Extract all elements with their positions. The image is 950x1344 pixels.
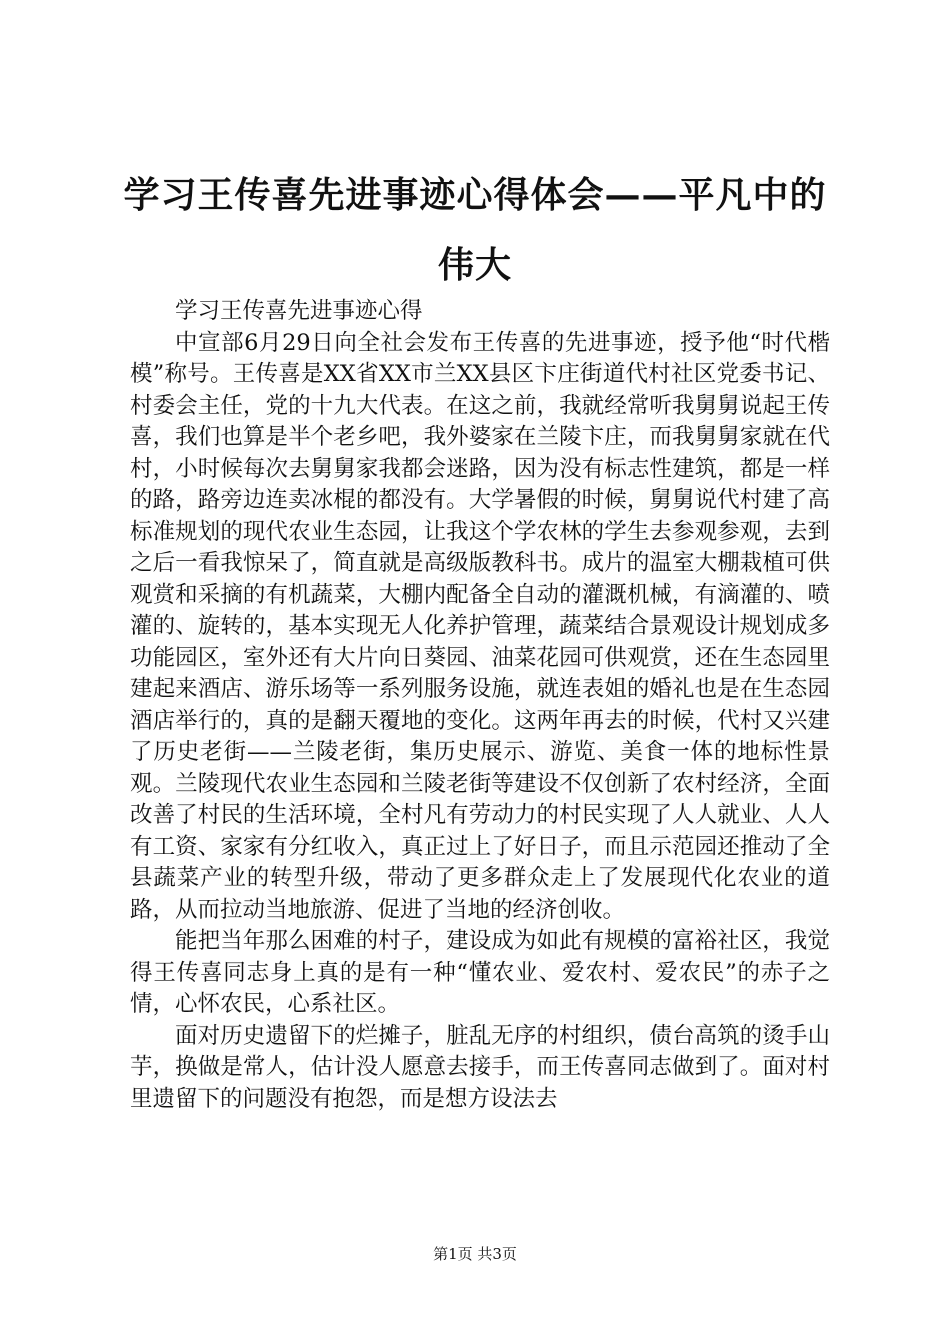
document-body [130,296,830,1115]
body-paragraph-1: 中宣部6月29日向全社会发布王传喜的先进事迹，授予他“时代楷模”称号。王传喜是XX省XX市兰XX县区卞庄街道代村社区党委书记、村委会主任，党的十九大代表。在这之前，我就经常听我舅舅说起王传喜，我们也算是半个老乡吧，我外婆家在兰陵卞庄，而我舅舅家就在代村，小时候每次去舅舅家我都会迷路，因为没有标志性建筑，都是一样的路，路旁边连卖冰棍的都没有。大学暑假的时候，舅舅说代村建了高标准规划的现代农业生态园，让我这个学农林的学生去参观参观，去到之后一看我惊呆了，简直就是高级版教科书。成片的温室大棚栽植可供观赏和采摘的有机蔬菜，大棚内配备全自动的灌溉机械，有滴灌的、喷灌的、旋转的，基本实现无人化养护管理，蔬菜结合景观设计规划成多功能园区，室外还有大片向日葵园、油菜花园可供观赏，还在生态园里建起来酒店、游乐场等一系列服务设施，就连表姐的婚礼也是在生态园酒店举行的，真的是翻天覆地的变化。这两年再去的时候，代村又兴建了历史老街——兰陵老街，集历史展示、游览、美食一体的地标性景观。兰陵现代农业生态园和兰陵老街等建设不仅创新了农村经济，全面改善了村民的生活环境，全村凡有劳动力的村民实现了人人就业、人人有工资、家家有分红收入，真正过上了好日子，而且示范园还推动了全县蔬菜产业的转型升级，带动了更多群众走上了发展现代化农业的道路，从而拉动当地旅游、促进了当地的经济创收。 [130,329,830,923]
document-title: 学习王传喜先进事迹心得体会——平凡中的伟大 [123,174,827,286]
body-paragraph-3: 面对历史遗留下的烂摊子，脏乱无序的村组织，债台高筑的烫手山芋，换做是常人，估计没人愿意去接手，而王传喜同志做到了。面对村里遗留下的问题没有抱怨，而是想方设法去 [130,1022,830,1112]
page-footer: 第1页 共3页 [433,1245,517,1263]
subtitle-paragraph: 学习王传喜先进事迹心得 [175,298,423,324]
body-paragraph-2: 能把当年那么困难的村子，建设成为如此有规模的富裕社区，我觉得王传喜同志身上真的是有一种“懂农业、爱农村、爱农民”的赤子之情，心怀农民，心系社区。 [130,928,830,1017]
